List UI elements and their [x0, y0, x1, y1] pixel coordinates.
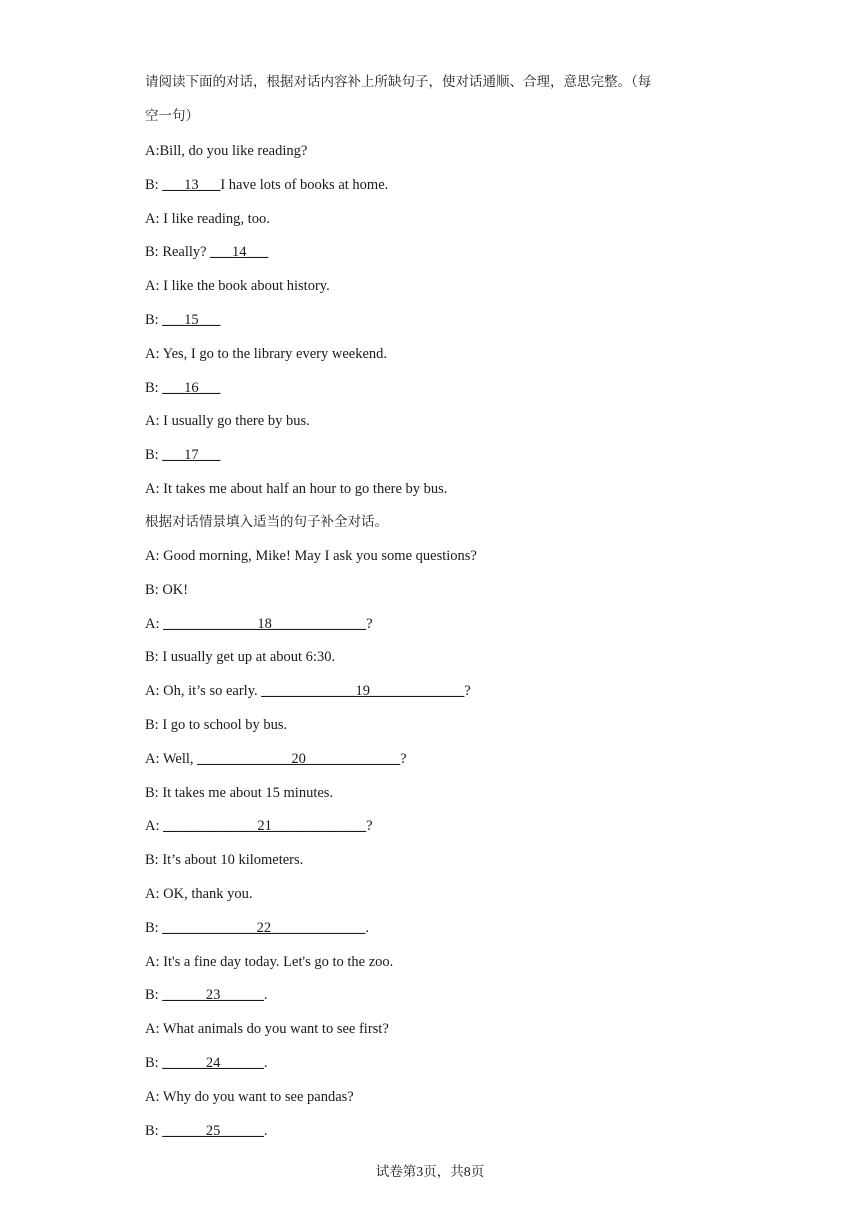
dialogue-text-suffix: . [263, 1122, 268, 1139]
dialogue-line [145, 884, 253, 904]
dialogue-line [145, 479, 447, 499]
dialogue-text: A: It's a fine day today. Let's go to the zoo. [145, 953, 394, 970]
dialogue-line [145, 580, 188, 600]
dialogue-text: B: It takes me about 15 minutes. [145, 784, 334, 801]
dialogue-line [145, 681, 471, 701]
dialogue-line [145, 816, 373, 836]
dialogue-text: B: It’s about 10 kilometers. [145, 852, 304, 869]
answer-blank[interactable]: ______24______ [162, 1055, 264, 1071]
dialogue-text: A: What animals do you want to see first? [145, 1021, 389, 1038]
dialogue-text: B: [145, 919, 163, 936]
dialogue-text: A: I usually go there by bus. [145, 413, 310, 430]
dialogue-text: A: [145, 818, 164, 835]
answer-blank[interactable]: ___16___ [162, 379, 221, 396]
footer-page-number: 3 [416, 1165, 424, 1180]
dialogue-text: B: OK! [145, 581, 189, 598]
dialogue-text: B: [145, 447, 163, 464]
answer-blank[interactable]: _____________21_____________ [163, 818, 367, 835]
dialogue-text: A: [145, 615, 164, 632]
dialogue-line [145, 310, 220, 330]
dialogue-text-suffix: I have lots of books at home. [220, 176, 389, 193]
dialogue-line [145, 783, 333, 803]
answer-blank[interactable]: ______23______ [162, 987, 264, 1004]
dialogue-text: A: Good morning, Mike! May I ask you some questions? [145, 548, 477, 564]
dialogue-line [145, 276, 330, 296]
dialogue-line [145, 1087, 354, 1107]
instruction-line-1: 请阅读下面的对话，根据对话内容补上所缺句子，使对话通顺、合理，意思完整。（每 [145, 74, 652, 90]
dialogue-text: A: I like reading, too. [145, 210, 270, 227]
dialogue-text: A: OK, thank you. [145, 886, 253, 902]
dialogue-text-suffix: ? [366, 615, 373, 632]
answer-blank[interactable]: _____________22_____________ [162, 919, 366, 936]
dialogue-line [145, 378, 220, 398]
answer-blank[interactable]: ___14___ [210, 244, 269, 261]
footer-total-pages: 8 [463, 1165, 471, 1180]
dialogue-text-suffix: ? [366, 818, 373, 835]
dialogue-line [145, 749, 407, 769]
dialogue-text: B: [145, 1055, 163, 1071]
page-footer [0, 1160, 860, 1181]
dialogue-text: B: [145, 379, 163, 396]
dialogue-text: A: Oh, it’s so early. [145, 683, 262, 700]
dialogue-text-suffix: ? [464, 683, 471, 700]
dialogue-line [145, 209, 270, 229]
answer-blank[interactable]: _____________18_____________ [163, 615, 367, 632]
dialogue-text: A: Why do you want to see pandas? [145, 1088, 354, 1105]
footer-suffix: 页 [470, 1164, 485, 1180]
answer-blank[interactable]: ______25______ [162, 1122, 264, 1139]
footer-mid: 页，共 [423, 1164, 464, 1180]
dialogue-line [145, 1053, 267, 1073]
dialogue-line [145, 985, 267, 1005]
dialogue-text: B: [145, 987, 163, 1004]
dialogue-text: B: [145, 1122, 163, 1139]
dialogue-line [145, 918, 369, 938]
dialogue-text-suffix: . [365, 919, 369, 936]
dialogue-line [145, 715, 287, 735]
dialogue-line [145, 175, 388, 195]
dialogue-text: B: Really? [145, 244, 211, 261]
dialogue-text: A: I like the book about history. [145, 278, 330, 295]
dialogue-line [145, 411, 310, 431]
dialogue-text: A: Well, [145, 750, 198, 767]
answer-blank[interactable]: _____________20_____________ [197, 750, 401, 767]
dialogue-line [145, 952, 393, 972]
dialogue-text-suffix: . [263, 1055, 268, 1071]
instruction-line-2: 空一句） [145, 108, 199, 124]
dialogue-text: A: It takes me about half an hour to go there by bus. [145, 481, 448, 497]
dialogue-line [145, 546, 477, 566]
answer-blank[interactable]: ___17___ [162, 447, 221, 464]
dialogue-line [145, 1019, 389, 1039]
dialogue-text: A:Bill, do you like reading? [145, 143, 308, 159]
dialogue-line [145, 344, 387, 364]
dialogue-line [145, 1121, 267, 1141]
footer-prefix: 试卷第 [375, 1164, 417, 1180]
dialogue-text: B: I go to school by bus. [145, 717, 288, 733]
dialogue-text-suffix: . [263, 987, 268, 1004]
dialogue-text-suffix: ? [400, 750, 407, 767]
dialogue-text: A: Yes, I go to the library every weekend. [145, 345, 388, 362]
dialogue-line [145, 242, 268, 262]
answer-blank[interactable]: _____________19_____________ [261, 683, 465, 700]
dialogue-line [145, 647, 335, 667]
answer-blank[interactable]: ___13___ [162, 176, 221, 193]
dialogue-line [145, 141, 307, 161]
dialogue-text: B: I usually get up at about 6:30. [145, 649, 336, 666]
dialogue-line [145, 850, 303, 870]
answer-blank[interactable]: ___15___ [162, 312, 221, 328]
dialogue-line [145, 445, 220, 465]
dialogue-text: B: [145, 312, 163, 328]
dialogue-line [145, 614, 373, 634]
dialogue-text: B: [145, 176, 163, 193]
instruction-section-2: 根据对话情景填入适当的句子补全对话。 [145, 514, 388, 530]
